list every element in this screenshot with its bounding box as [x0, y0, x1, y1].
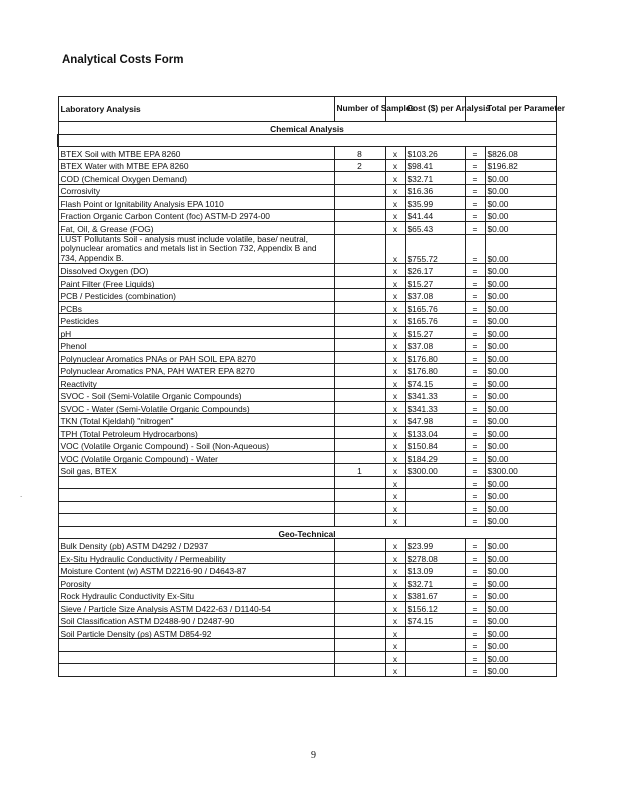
section-title-chemical: Chemical Analysis — [58, 122, 556, 135]
analysis-name: Reactivity — [58, 376, 334, 389]
cost-per-analysis-cell: $165.76 — [405, 314, 465, 327]
multiply-sign: x — [385, 184, 405, 197]
analysis-name: LUST Pollutants Soil - analysis must include volatile, base/ neutral, polynuclear aromatics and metals list in Section 732, Appendix B and 734, Appendix B. — [58, 234, 334, 264]
cost-per-analysis-cell: $98.41 — [405, 159, 465, 172]
header-cost-per-analysis: Cost ($) per Analysis — [405, 97, 465, 122]
multiply-sign: x — [385, 289, 405, 302]
multiply-sign: x — [385, 172, 405, 185]
total-per-parameter-cell: $0.00 — [485, 551, 556, 564]
cost-per-analysis-cell: $300.00 — [405, 464, 465, 477]
table-row — [58, 314, 556, 327]
multiply-sign: x — [385, 376, 405, 389]
number-of-samples-cell: 1 — [334, 464, 385, 477]
equals-sign: = — [465, 651, 485, 664]
analysis-name: COD (Chemical Oxygen Demand) — [58, 172, 334, 185]
multiply-sign: x — [385, 426, 405, 439]
number-of-samples-cell — [334, 639, 385, 652]
table-row — [58, 364, 556, 377]
equals-sign: = — [465, 614, 485, 627]
multiply-sign: x — [385, 476, 405, 489]
multiply-sign: x — [385, 264, 405, 277]
cost-per-analysis-cell: $755.72 — [405, 234, 465, 264]
table-row — [58, 451, 556, 464]
multiply-sign: x — [385, 514, 405, 527]
number-of-samples-cell — [334, 264, 385, 277]
cost-per-analysis-cell: $23.99 — [405, 539, 465, 552]
multiply-sign: x — [385, 576, 405, 589]
number-of-samples-cell — [334, 289, 385, 302]
multiply-sign: x — [385, 551, 405, 564]
table-row — [58, 439, 556, 452]
equals-sign: = — [465, 172, 485, 185]
table-row — [58, 576, 556, 589]
number-of-samples-cell — [334, 601, 385, 614]
analysis-name: VOC (Volatile Organic Compound) - Soil (Non-Aqueous) — [58, 439, 334, 452]
total-per-parameter-cell: $0.00 — [485, 209, 556, 222]
table-row — [58, 639, 556, 652]
number-of-samples-cell — [334, 564, 385, 577]
equals-sign: = — [465, 626, 485, 639]
equals-sign: = — [465, 639, 485, 652]
table-row — [58, 464, 556, 477]
total-per-parameter-cell: $0.00 — [485, 401, 556, 414]
analysis-name: TPH (Total Petroleum Hydrocarbons) — [58, 426, 334, 439]
header-number-of-samples: Number of Samples — [334, 97, 385, 122]
cost-per-analysis-cell: $278.08 — [405, 551, 465, 564]
multiply-sign: x — [385, 389, 405, 402]
total-per-parameter-cell: $0.00 — [485, 576, 556, 589]
table-row — [58, 351, 556, 364]
number-of-samples-cell — [334, 626, 385, 639]
multiply-sign: x — [385, 451, 405, 464]
analysis-name: Porosity — [58, 576, 334, 589]
cost-per-analysis-cell: $165.76 — [405, 301, 465, 314]
analysis-name: Paint Filter (Free Liquids) — [58, 276, 334, 289]
number-of-samples-cell — [334, 476, 385, 489]
table-row — [58, 147, 556, 160]
equals-sign: = — [465, 551, 485, 564]
cost-per-analysis-cell: $74.15 — [405, 376, 465, 389]
multiply-sign: x — [385, 501, 405, 514]
margin-mark: . — [20, 490, 23, 499]
analysis-name: Soil Classification ASTM D2488-90 / D2487-90 — [58, 614, 334, 627]
equals-sign: = — [465, 589, 485, 602]
total-per-parameter-cell: $0.00 — [485, 564, 556, 577]
analysis-name: Soil gas, BTEX — [58, 464, 334, 477]
equals-sign: = — [465, 184, 485, 197]
number-of-samples-cell — [334, 339, 385, 352]
table-row — [58, 264, 556, 277]
total-per-parameter-cell: $0.00 — [485, 364, 556, 377]
number-of-samples-cell — [334, 326, 385, 339]
total-per-parameter-cell: $0.00 — [485, 514, 556, 527]
number-of-samples-cell — [334, 197, 385, 210]
equals-sign: = — [465, 289, 485, 302]
multiply-sign: x — [385, 209, 405, 222]
multiply-sign: x — [385, 464, 405, 477]
number-of-samples-cell — [334, 376, 385, 389]
equals-sign: = — [465, 364, 485, 377]
cost-per-analysis-cell: $37.08 — [405, 339, 465, 352]
cost-per-analysis-cell: $176.80 — [405, 364, 465, 377]
multiply-sign: x — [385, 159, 405, 172]
number-of-samples-cell — [334, 234, 385, 264]
analysis-name: Sieve / Particle Size Analysis ASTM D422-63 / D1140-54 — [58, 601, 334, 614]
section-spacer — [58, 134, 556, 147]
analysis-name: TKN (Total Kjeldahl) "nitrogen" — [58, 414, 334, 427]
cost-per-analysis-cell: $41.44 — [405, 209, 465, 222]
cost-per-analysis-cell — [405, 626, 465, 639]
total-per-parameter-cell: $0.00 — [485, 601, 556, 614]
cost-per-analysis-cell: $150.84 — [405, 439, 465, 452]
equals-sign: = — [465, 234, 485, 264]
page-number: 9 — [311, 750, 316, 761]
analysis-name — [58, 514, 334, 527]
cost-per-analysis-cell: $184.29 — [405, 451, 465, 464]
chemical-analysis-section — [58, 122, 556, 527]
multiply-sign: x — [385, 414, 405, 427]
equals-sign: = — [465, 276, 485, 289]
cost-per-analysis-cell: $65.43 — [405, 222, 465, 235]
multiply-sign: x — [385, 626, 405, 639]
analysis-name: Flash Point or Ignitability Analysis EPA 1010 — [58, 197, 334, 210]
analysis-name — [58, 501, 334, 514]
cost-per-analysis-cell: $74.15 — [405, 614, 465, 627]
number-of-samples-cell — [334, 389, 385, 402]
analysis-name: Fat, Oil, & Grease (FOG) — [58, 222, 334, 235]
table-row — [58, 514, 556, 527]
analysis-name: BTEX Water with MTBE EPA 8260 — [58, 159, 334, 172]
analysis-name: Fraction Organic Carbon Content (foc) ASTM-D 2974-00 — [58, 209, 334, 222]
multiply-sign: x — [385, 439, 405, 452]
number-of-samples-cell — [334, 172, 385, 185]
equals-sign: = — [465, 222, 485, 235]
equals-sign: = — [465, 376, 485, 389]
multiply-sign: x — [385, 351, 405, 364]
cost-per-analysis-cell: $133.04 — [405, 426, 465, 439]
table-row — [58, 301, 556, 314]
equals-sign: = — [465, 351, 485, 364]
cost-per-analysis-cell: $26.17 — [405, 264, 465, 277]
analysis-name: Soil Particle Density (ρs) ASTM D854-92 — [58, 626, 334, 639]
total-per-parameter-cell: $0.00 — [485, 276, 556, 289]
analysis-name — [58, 476, 334, 489]
equals-sign: = — [465, 389, 485, 402]
equals-sign: = — [465, 339, 485, 352]
total-per-parameter-cell: $0.00 — [485, 589, 556, 602]
form-title: Analytical Costs Form — [62, 54, 184, 66]
number-of-samples-cell: 8 — [334, 147, 385, 160]
analysis-name: PCB / Pesticides (combination) — [58, 289, 334, 302]
header-laboratory-analysis: Laboratory Analysis — [58, 97, 334, 122]
table-row — [58, 376, 556, 389]
table-row — [58, 401, 556, 414]
number-of-samples-cell — [334, 539, 385, 552]
number-of-samples-cell — [334, 222, 385, 235]
cost-per-analysis-cell — [405, 664, 465, 677]
table-row — [58, 289, 556, 302]
table-row — [58, 614, 556, 627]
analysis-name: Polynuclear Aromatics PNA, PAH WATER EPA 8270 — [58, 364, 334, 377]
table-row — [58, 476, 556, 489]
total-per-parameter-cell: $0.00 — [485, 501, 556, 514]
analysis-name: Phenol — [58, 339, 334, 352]
equals-sign: = — [465, 326, 485, 339]
cost-per-analysis-cell: $341.33 — [405, 389, 465, 402]
section-title-geotech: Geo-Technical — [58, 526, 556, 539]
analysis-name: Dissolved Oxygen (DO) — [58, 264, 334, 277]
number-of-samples-cell: 2 — [334, 159, 385, 172]
analysis-name: Corrosivity — [58, 184, 334, 197]
cost-per-analysis-cell: $15.27 — [405, 326, 465, 339]
multiply-sign: x — [385, 301, 405, 314]
cost-per-analysis-cell: $381.67 — [405, 589, 465, 602]
number-of-samples-cell — [334, 451, 385, 464]
total-per-parameter-cell: $0.00 — [485, 222, 556, 235]
cost-per-analysis-cell — [405, 651, 465, 664]
number-of-samples-cell — [334, 614, 385, 627]
header-total-per-parameter: Total per Parameter — [485, 97, 556, 122]
equals-sign: = — [465, 426, 485, 439]
analysis-name: Moisture Content (w) ASTM D2216-90 / D4643-87 — [58, 564, 334, 577]
multiply-sign: x — [385, 651, 405, 664]
cost-per-analysis-cell — [405, 501, 465, 514]
number-of-samples-cell — [334, 184, 385, 197]
cost-per-analysis-cell: $32.71 — [405, 172, 465, 185]
table-row — [58, 159, 556, 172]
multiply-sign: x — [385, 314, 405, 327]
table-row — [58, 172, 556, 185]
multiply-sign: x — [385, 589, 405, 602]
total-per-parameter-cell: $0.00 — [485, 626, 556, 639]
cost-per-analysis-cell: $103.26 — [405, 147, 465, 160]
table-row — [58, 426, 556, 439]
total-per-parameter-cell: $0.00 — [485, 234, 556, 264]
number-of-samples-cell — [334, 589, 385, 602]
cost-per-analysis-cell: $13.09 — [405, 564, 465, 577]
total-per-parameter-cell: $0.00 — [485, 172, 556, 185]
cost-per-analysis-cell — [405, 476, 465, 489]
total-per-parameter-cell: $0.00 — [485, 351, 556, 364]
total-per-parameter-cell: $0.00 — [485, 314, 556, 327]
equals-sign: = — [465, 159, 485, 172]
table-row — [58, 389, 556, 402]
total-per-parameter-cell: $0.00 — [485, 326, 556, 339]
cost-per-analysis-cell: $47.98 — [405, 414, 465, 427]
analysis-name — [58, 639, 334, 652]
total-per-parameter-cell: $0.00 — [485, 489, 556, 502]
analysis-name: SVOC - Soil (Semi-Volatile Organic Compounds) — [58, 389, 334, 402]
number-of-samples-cell — [334, 276, 385, 289]
equals-sign: = — [465, 514, 485, 527]
equals-sign: = — [465, 147, 485, 160]
cost-per-analysis-cell: $35.99 — [405, 197, 465, 210]
table-row — [58, 222, 556, 235]
number-of-samples-cell — [334, 351, 385, 364]
number-of-samples-cell — [334, 314, 385, 327]
equals-sign: = — [465, 664, 485, 677]
multiply-sign: x — [385, 539, 405, 552]
table-row — [58, 489, 556, 502]
cost-per-analysis-cell: $37.08 — [405, 289, 465, 302]
equals-sign: = — [465, 501, 485, 514]
multiply-sign: x — [385, 234, 405, 264]
table-row — [58, 234, 556, 264]
equals-sign: = — [465, 197, 485, 210]
total-per-parameter-cell: $300.00 — [485, 464, 556, 477]
total-per-parameter-cell: $0.00 — [485, 289, 556, 302]
number-of-samples-cell — [334, 414, 385, 427]
equals-sign: = — [465, 401, 485, 414]
cost-per-analysis-cell: $156.12 — [405, 601, 465, 614]
number-of-samples-cell — [334, 426, 385, 439]
multiply-sign: x — [385, 147, 405, 160]
analysis-name: Pesticides — [58, 314, 334, 327]
analysis-name: Polynuclear Aromatics PNAs or PAH SOIL EPA 8270 — [58, 351, 334, 364]
table-row — [58, 501, 556, 514]
table-row — [58, 209, 556, 222]
total-per-parameter-cell: $0.00 — [485, 389, 556, 402]
analysis-name: Bulk Density (ρb) ASTM D4292 / D2937 — [58, 539, 334, 552]
multiply-sign: x — [385, 601, 405, 614]
multiply-sign: x — [385, 564, 405, 577]
multiply-sign: x — [385, 197, 405, 210]
cost-per-analysis-cell — [405, 514, 465, 527]
total-per-parameter-cell: $0.00 — [485, 184, 556, 197]
total-per-parameter-cell: $0.00 — [485, 339, 556, 352]
number-of-samples-cell — [334, 501, 385, 514]
multiply-sign: x — [385, 489, 405, 502]
analysis-name: VOC (Volatile Organic Compound) - Water — [58, 451, 334, 464]
table-row — [58, 197, 556, 210]
number-of-samples-cell — [334, 514, 385, 527]
table-row — [58, 651, 556, 664]
total-per-parameter-cell: $0.00 — [485, 301, 556, 314]
analysis-name: SVOC - Water (Semi-Volatile Organic Compounds) — [58, 401, 334, 414]
number-of-samples-cell — [334, 364, 385, 377]
geo-technical-section — [58, 526, 556, 676]
cost-per-analysis-cell: $15.27 — [405, 276, 465, 289]
total-per-parameter-cell: $0.00 — [485, 664, 556, 677]
multiply-sign: x — [385, 222, 405, 235]
table-row — [58, 326, 556, 339]
equals-sign: = — [465, 264, 485, 277]
number-of-samples-cell — [334, 209, 385, 222]
cost-per-analysis-cell: $176.80 — [405, 351, 465, 364]
equals-sign: = — [465, 489, 485, 502]
cost-per-analysis-cell: $16.36 — [405, 184, 465, 197]
multiply-sign: x — [385, 339, 405, 352]
total-per-parameter-cell: $0.00 — [485, 426, 556, 439]
multiply-sign: x — [385, 614, 405, 627]
equals-sign: = — [465, 464, 485, 477]
total-per-parameter-cell: $0.00 — [485, 451, 556, 464]
number-of-samples-cell — [334, 489, 385, 502]
table-row — [58, 626, 556, 639]
cost-per-analysis-cell — [405, 489, 465, 502]
total-per-parameter-cell: $0.00 — [485, 264, 556, 277]
analysis-name — [58, 489, 334, 502]
analytical-costs-table — [57, 96, 566, 677]
total-per-parameter-cell: $196.82 — [485, 159, 556, 172]
equals-sign: = — [465, 601, 485, 614]
total-per-parameter-cell: $0.00 — [485, 197, 556, 210]
cost-per-analysis-cell: $341.33 — [405, 401, 465, 414]
total-per-parameter-cell: $0.00 — [485, 439, 556, 452]
number-of-samples-cell — [334, 664, 385, 677]
cost-per-analysis-cell — [405, 639, 465, 652]
equals-sign: = — [465, 564, 485, 577]
equals-sign: = — [465, 439, 485, 452]
table-row — [58, 551, 556, 564]
total-per-parameter-cell: $0.00 — [485, 539, 556, 552]
equals-sign: = — [465, 314, 485, 327]
table-row — [58, 414, 556, 427]
table-row — [58, 564, 556, 577]
analysis-name: Rock Hydraulic Conductivity Ex-Situ — [58, 589, 334, 602]
table-row — [58, 539, 556, 552]
equals-sign: = — [465, 576, 485, 589]
number-of-samples-cell — [334, 576, 385, 589]
total-per-parameter-cell: $0.00 — [485, 476, 556, 489]
multiply-sign: x — [385, 664, 405, 677]
table-row — [58, 184, 556, 197]
multiply-sign: x — [385, 639, 405, 652]
number-of-samples-cell — [334, 439, 385, 452]
analysis-name: BTEX Soil with MTBE EPA 8260 — [58, 147, 334, 160]
analysis-name — [58, 651, 334, 664]
cost-per-analysis-cell: $32.71 — [405, 576, 465, 589]
equals-sign: = — [465, 414, 485, 427]
table-row — [58, 276, 556, 289]
total-per-parameter-cell: $0.00 — [485, 376, 556, 389]
equals-sign: = — [465, 301, 485, 314]
total-per-parameter-cell: $0.00 — [485, 651, 556, 664]
total-per-parameter-cell: $0.00 — [485, 639, 556, 652]
equals-sign: = — [465, 476, 485, 489]
equals-sign: = — [465, 539, 485, 552]
total-per-parameter-cell: $0.00 — [485, 614, 556, 627]
analysis-name — [58, 664, 334, 677]
number-of-samples-cell — [334, 651, 385, 664]
table-row — [58, 339, 556, 352]
analysis-name: pH — [58, 326, 334, 339]
analysis-name: PCBs — [58, 301, 334, 314]
number-of-samples-cell — [334, 551, 385, 564]
equals-sign: = — [465, 451, 485, 464]
multiply-sign: x — [385, 276, 405, 289]
total-per-parameter-cell: $826.08 — [485, 147, 556, 160]
number-of-samples-cell — [334, 301, 385, 314]
header-row — [58, 97, 556, 122]
multiply-sign: x — [385, 364, 405, 377]
table-row — [58, 664, 556, 677]
table-row — [58, 589, 556, 602]
multiply-sign: x — [385, 326, 405, 339]
multiply-sign: x — [385, 401, 405, 414]
equals-sign: = — [465, 209, 485, 222]
total-per-parameter-cell: $0.00 — [485, 414, 556, 427]
number-of-samples-cell — [334, 401, 385, 414]
analysis-name: Ex-Situ Hydraulic Conductivity / Permeability — [58, 551, 334, 564]
table-row — [58, 601, 556, 614]
